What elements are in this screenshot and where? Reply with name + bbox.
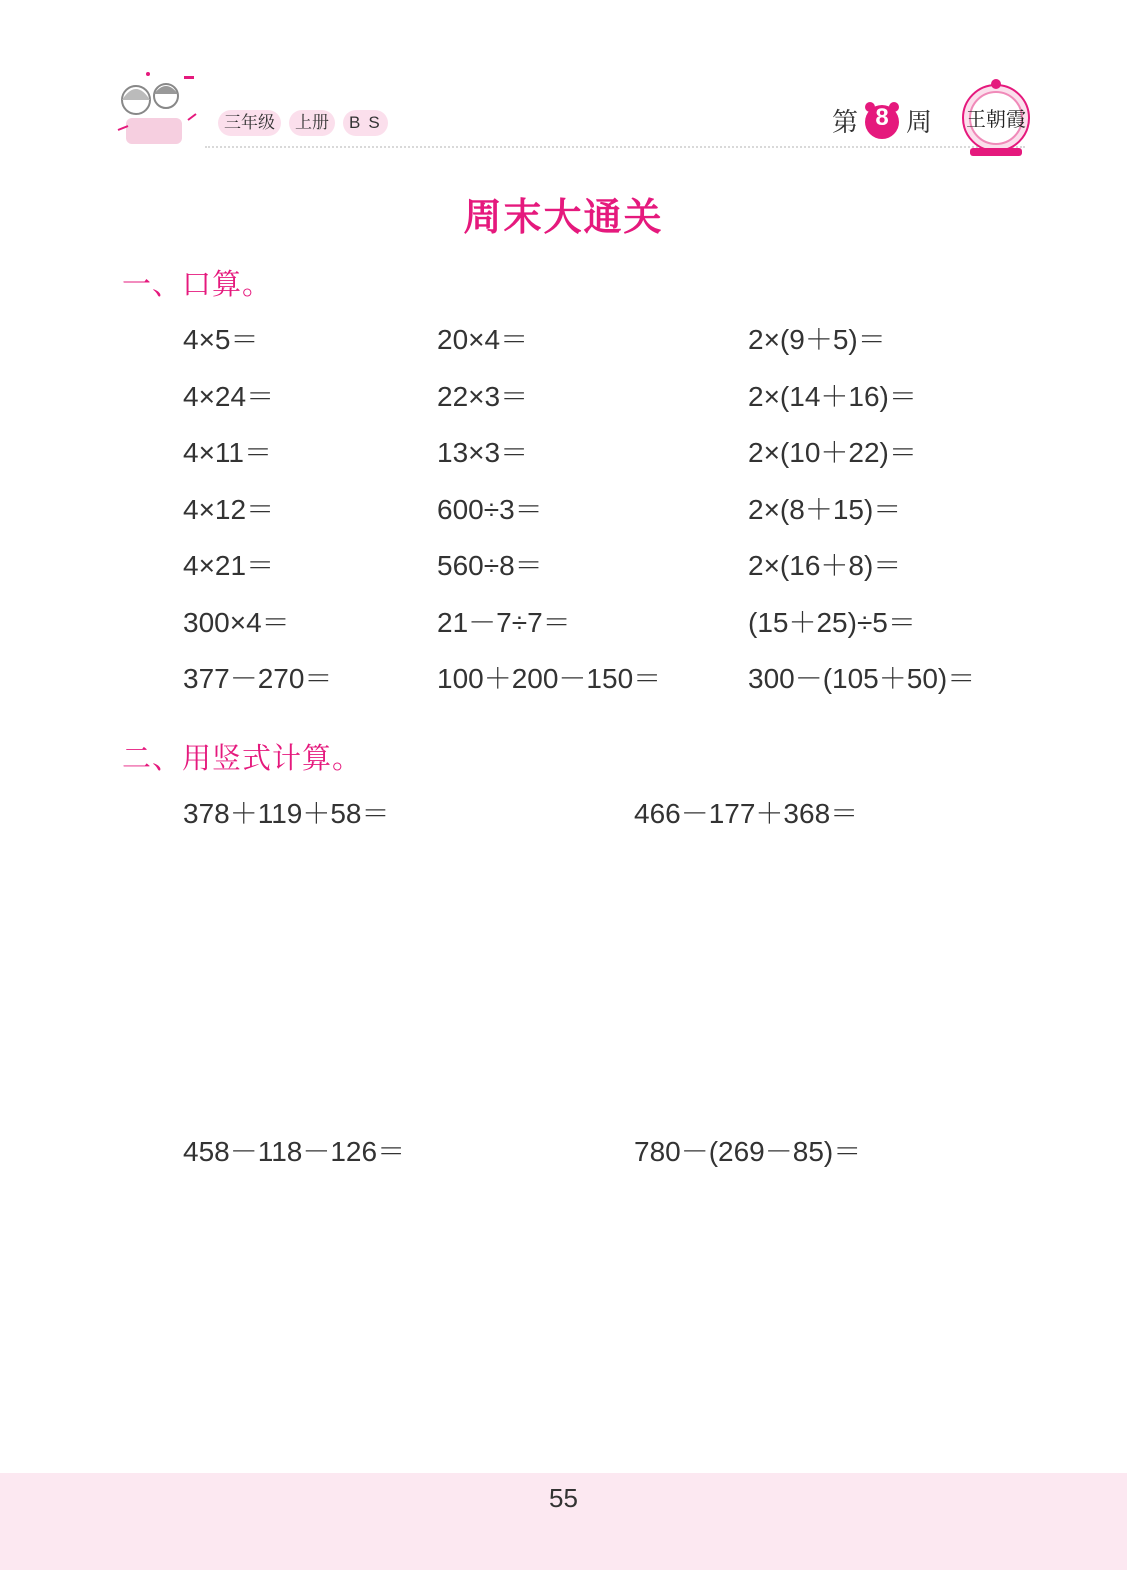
page-footer [0,1473,1127,1570]
oral-calc-row [183,657,1063,714]
vertical-calc-problem: 378＋119＋58＝ [183,798,390,829]
page-header [0,0,1127,160]
oral-calc-problem: 2×(9＋5)＝ [748,324,886,355]
vertical-calc-problem: 466－177＋368＝ [634,798,859,829]
edition-badge: BS [343,110,388,136]
oral-calc-problem: 13×3＝ [437,437,529,468]
vertical-calc-problem: 458－118－126＝ [183,1136,406,1167]
oral-calc-problem: 4×5＝ [183,324,259,355]
section-vertical-calc-heading: 二、用竖式计算。 [122,743,363,775]
grade-info [218,110,388,136]
week-suffix: 周 [906,106,933,137]
oral-calc-problem: 4×24＝ [183,380,275,412]
volume-badge: 上册 [289,110,335,136]
oral-calc-problem: 21－7÷7＝ [437,606,571,638]
page-title: 周末大通关 [463,197,664,239]
oral-calc-problem: 100＋200－150＝ [437,663,662,694]
oral-calc-row [183,431,1063,488]
oral-calc-problem: 300－(105＋50)＝ [748,663,976,694]
oral-calc-problem: 2×(10＋22)＝ [748,437,917,468]
oral-calc-problem: 2×(14＋16)＝ [748,380,917,412]
oral-calc-problem: 300×4＝ [183,606,290,638]
oral-calc-problem: 2×(8＋15)＝ [748,493,902,525]
oral-calc-problem: 4×12＝ [183,493,275,525]
oral-calc-row [183,601,1063,658]
oral-calc-problem: 2×(16＋8)＝ [748,550,902,581]
oral-calc-row [183,544,1063,601]
week-indicator [832,100,932,140]
svg-text:王朝霞: 王朝霞 [966,109,1026,131]
oral-calc-problem: 4×11＝ [183,437,272,468]
oral-calc-problem: 600÷3＝ [437,493,543,525]
brand-seal-logo-icon [958,78,1034,160]
oral-calc-row [183,318,1063,375]
oral-calc-row [183,375,1063,432]
vertical-calc-problem: 780－(269－85)＝ [634,1136,862,1167]
oral-calc-problem: (15＋25)÷5＝ [748,606,916,638]
grade-badge: 三年级 [218,110,281,136]
kids-illustration-icon [108,70,203,155]
alarm-clock-icon [862,100,902,140]
week-prefix: 第 [832,106,859,137]
oral-calc-row [183,488,1063,545]
oral-calc-problem: 20×4＝ [437,324,529,355]
oral-calc-problem: 377－270＝ [183,663,333,694]
oral-calc-grid [183,318,1063,714]
oral-calc-problem: 4×21＝ [183,550,275,581]
header-divider [205,146,1025,148]
page-number: 55 [549,1483,578,1513]
oral-calc-problem: 560÷8＝ [437,550,543,581]
week-number: 8 [875,104,889,131]
section-oral-calc-heading: 一、口算。 [122,269,273,301]
oral-calc-problem: 22×3＝ [437,380,529,412]
